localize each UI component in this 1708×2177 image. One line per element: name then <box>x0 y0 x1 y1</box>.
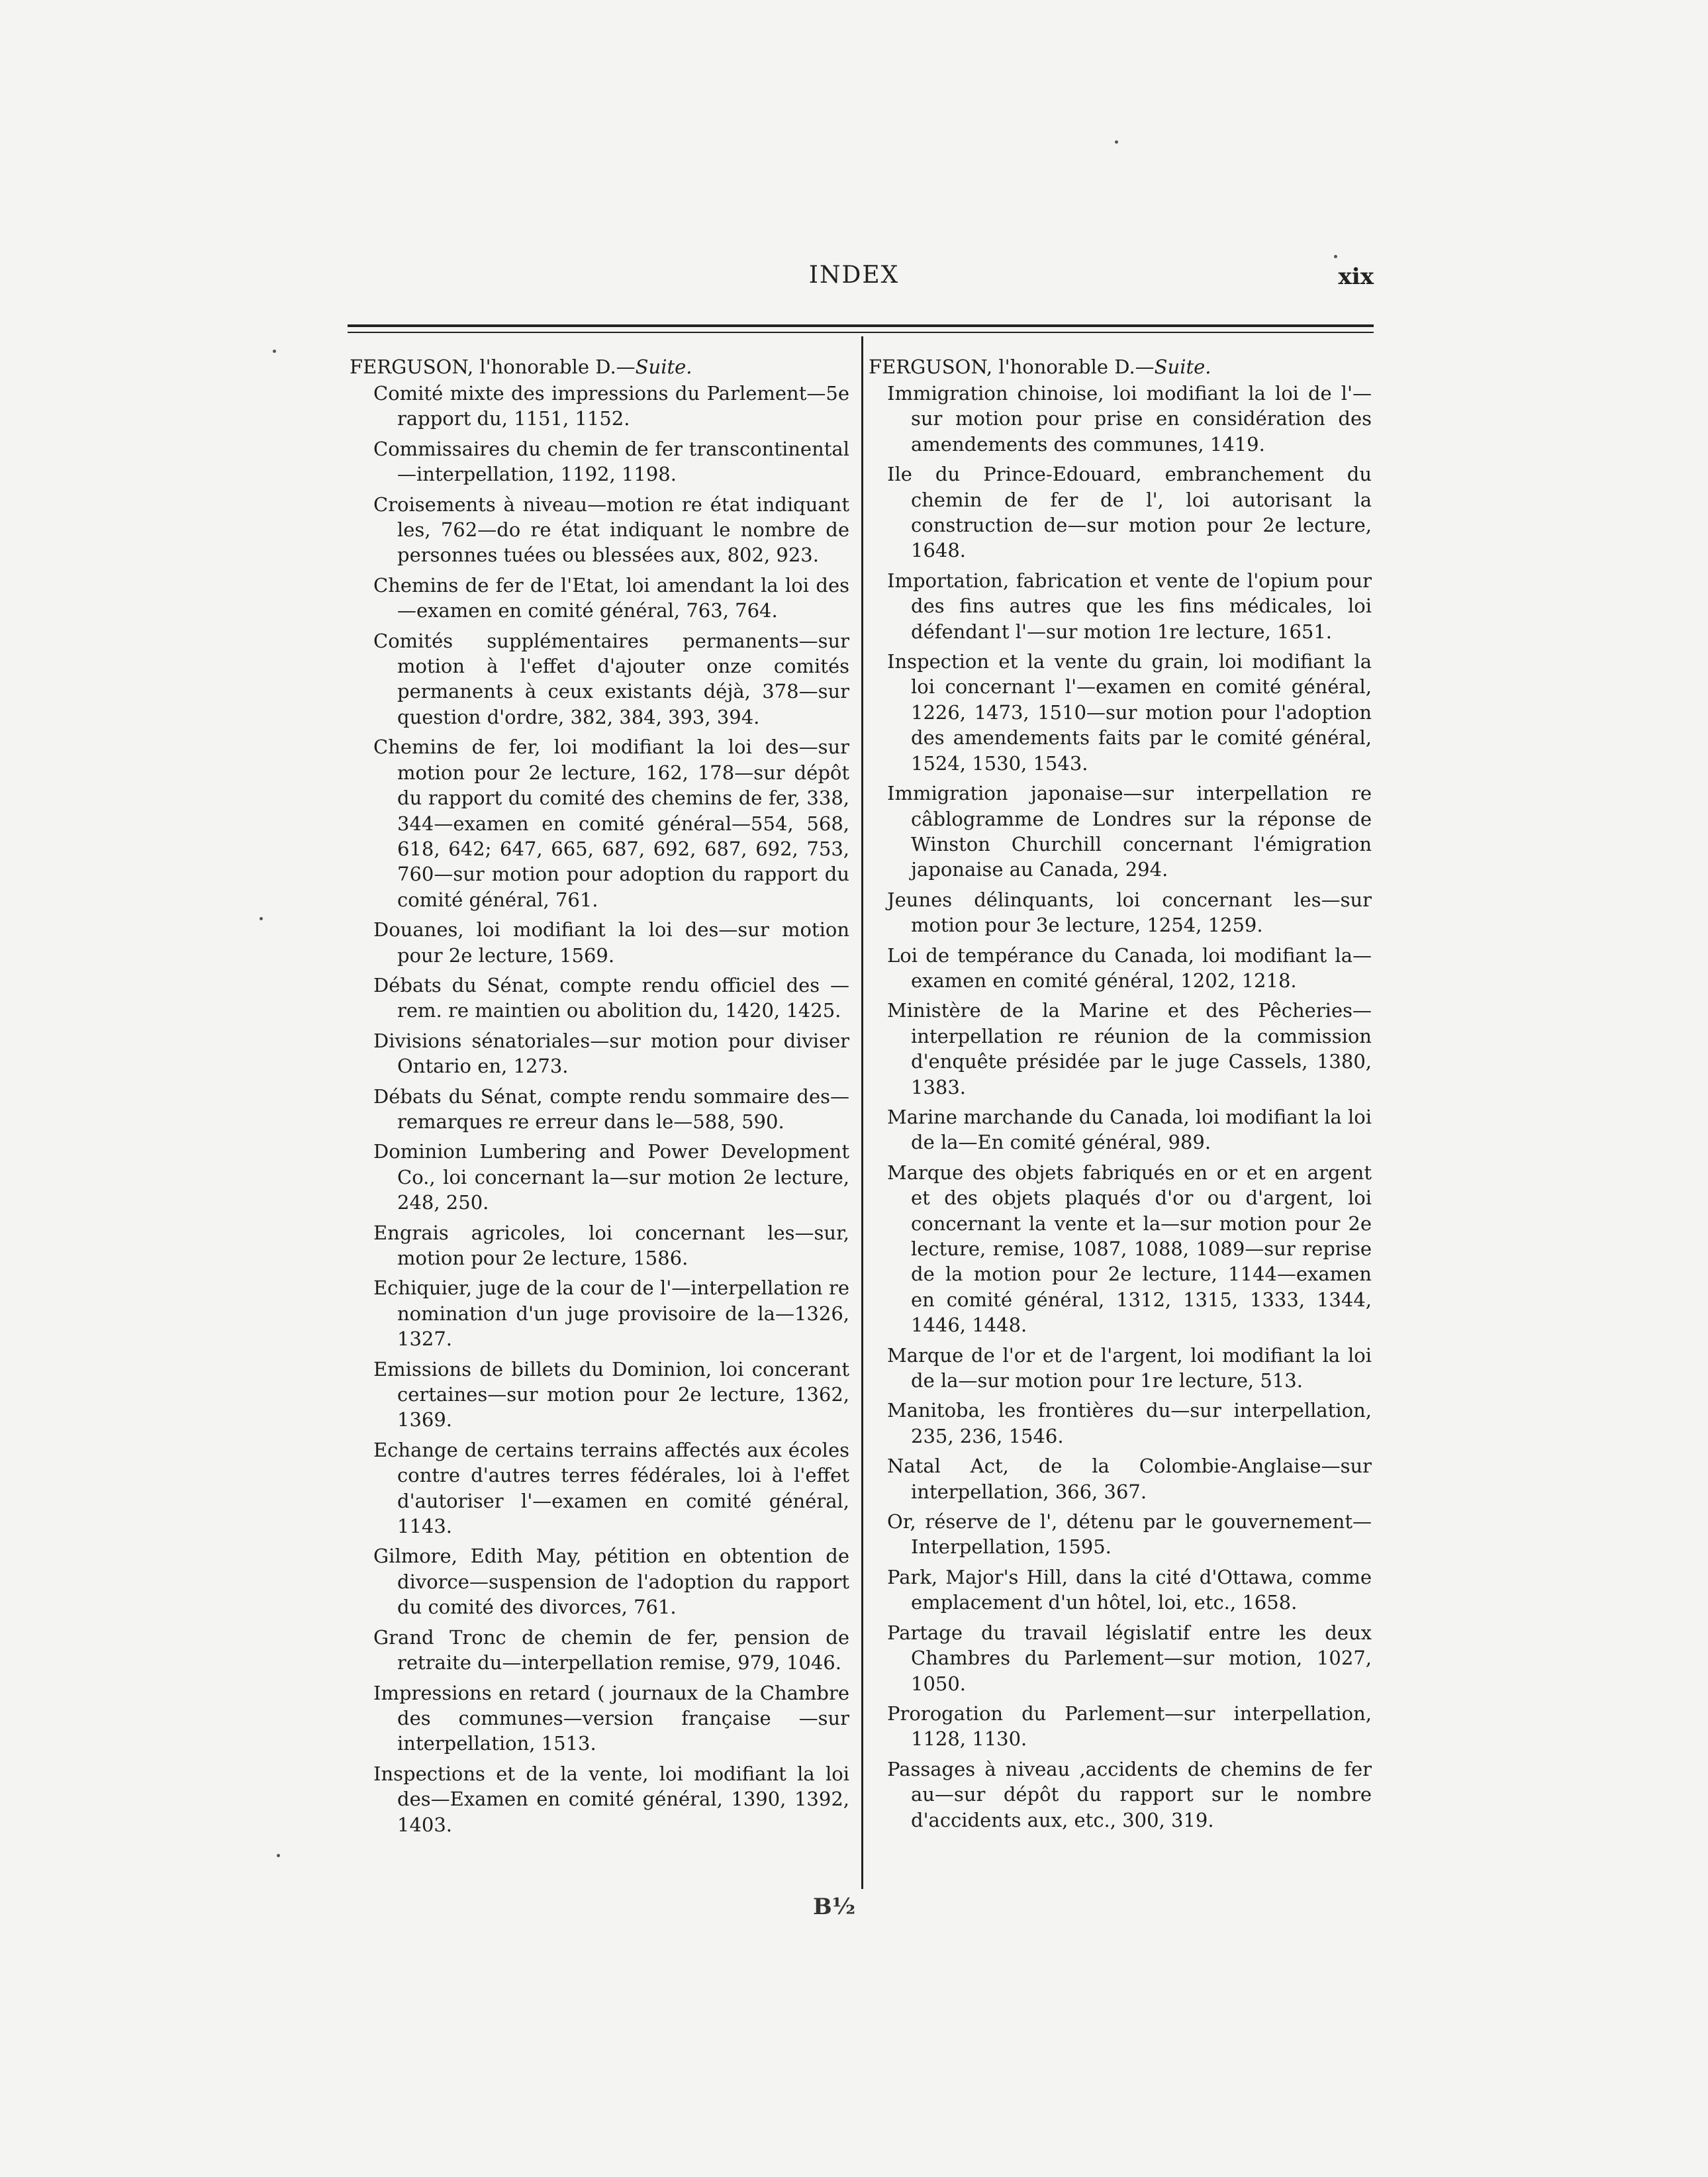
index-entry: Gilmore, Edith May, pétition en obtention de divorce—suspension de l'adoption du rapport du comité des divorces, 761. <box>373 1545 849 1619</box>
column-divider <box>861 336 863 1889</box>
index-entry: Immigration chinoise, loi modifiant la loi de l'—sur motion pour prise en considération des amendements des communes, 1419. <box>887 382 1372 456</box>
index-entry: Partage du travail législatif entre les deux Chambres du Parlement—sur motion, 1027, 1050. <box>887 1621 1372 1695</box>
page-number: xix <box>1338 264 1374 290</box>
paper-speck <box>277 1854 280 1857</box>
index-entry: Divisions sénatoriales—sur motion pour diviser Ontario en, 1273. <box>373 1029 849 1078</box>
left-column-heading <box>350 354 849 379</box>
index-entry: Impressions en retard ( journaux de la Chambre des communes—version française —sur interpellation, 1513. <box>373 1681 849 1755</box>
right-column-heading <box>869 354 1372 379</box>
index-entry: Loi de tempérance du Canada, loi modifiant la—examen en comité général, 1202, 1218. <box>887 943 1372 992</box>
left-column <box>350 354 849 1842</box>
index-entry: Marque de l'or et de l'argent, loi modifiant la loi de la—sur motion pour 1re lecture, 513. <box>887 1343 1372 1392</box>
index-entry: Grand Tronc de chemin de fer, pension de retraite du—interpellation remise, 979, 1046. <box>373 1625 849 1674</box>
paper-speck <box>260 917 263 920</box>
index-entry: Importation, fabrication et vente de l'opium pour des fins autres que les fins médicales, loi défendant l'—sur motion 1re lecture, 1651. <box>887 569 1372 643</box>
index-entry: Inspections et de la vente, loi modifiant la loi des—Examen en comité général, 1390, 1392, 1403. <box>373 1762 849 1836</box>
index-entry: Marine marchande du Canada, loi modifiant la loi de la—En comité général, 989. <box>887 1105 1372 1154</box>
paper-speck <box>273 350 276 353</box>
index-entry: Immigration japonaise—sur interpellation re câblogramme de Londres sur la réponse de Winston Churchill concernant l'émigration japonaise au Canada, 294. <box>887 782 1372 881</box>
page-title: INDEX <box>808 262 900 289</box>
index-entry: Passages à niveau ,accidents de chemins de fer au—sur dépôt du rapport sur le nombre d'accidents aux, etc., 300, 319. <box>887 1757 1372 1831</box>
index-entry: Natal Act, de la Colombie-Anglaise—sur interpellation, 366, 367. <box>887 1455 1372 1503</box>
index-entry: Douanes, loi modifiant la loi des—sur motion pour 2e lecture, 1569. <box>373 918 849 967</box>
header-rule-thin <box>348 332 1374 333</box>
index-entry: Prorogation du Parlement—sur interpellation, 1128, 1130. <box>887 1702 1372 1751</box>
index-entry: Comité mixte des impressions du Parlement—5e rapport du, 1151, 1152. <box>373 382 849 430</box>
index-entry: Chemins de fer de l'Etat, loi amendant la loi des—examen en comité général, 763, 764. <box>373 573 849 622</box>
right-entry-list <box>869 381 1372 1833</box>
index-entry: Chemins de fer, loi modifiant la loi des—sur motion pour 2e lecture, 162, 178—sur dépôt du rapport du comité des chemins de fer, 338, 344—examen en comité général—554, 568, 618, 642; 647, 665, 687, 692, 687, 692, 753, 760—sur motion pour adoption du rapport du comité général, 761. <box>373 736 849 911</box>
index-entry: Or, réserve de l', détenu par le gouvernement—Interpellation, 1595. <box>887 1510 1372 1559</box>
heading-name: FERGUSON, l'honorable D.— <box>350 356 636 378</box>
heading-name: FERGUSON, l'honorable D.— <box>869 356 1155 378</box>
paper-speck <box>1115 140 1118 144</box>
index-entry: Commissaires du chemin de fer transcontinental—interpellation, 1192, 1198. <box>373 437 849 486</box>
index-entry: Emissions de billets du Dominion, loi concerant certaines—sur motion pour 2e lecture, 1362, 1369. <box>373 1357 849 1431</box>
index-entry: Ile du Prince-Edouard, embranchement du chemin de fer de l', loi autorisant la construction de—sur motion pour 2e lecture, 1648. <box>887 463 1372 562</box>
index-entry: Ministère de la Marine et des Pêcheries—interpellation re réunion de la commission d'enquête présidée par le juge Cassels, 1380, 1383. <box>887 999 1372 1098</box>
paper-speck <box>1334 255 1337 258</box>
header-rule-thick <box>348 324 1374 327</box>
signature-mark: B½ <box>813 1894 856 1920</box>
index-entry: Park, Major's Hill, dans la cité d'Ottawa, comme emplacement d'un hôtel, loi, etc., 1658. <box>887 1565 1372 1614</box>
index-entry: Débats du Sénat, compte rendu officiel des —rem. re maintien ou abolition du, 1420, 1425. <box>373 973 849 1022</box>
index-entry: Comités supplémentaires permanents—sur motion à l'effet d'ajouter onze comités permanents à ceux existants déjà, 378—sur question d'ordre, 382, 384, 393, 394. <box>373 629 849 728</box>
index-entry: Manitoba, les frontières du—sur interpellation, 235, 236, 1546. <box>887 1399 1372 1447</box>
index-entry: Croisements à niveau—motion re état indiquant les, 762—do re état indiquant le nombre de personnes tuées ou blessées aux, 802, 923. <box>373 493 849 567</box>
heading-suite: Suite. <box>635 356 692 378</box>
index-entry: Echiquier, juge de la cour de l'—interpellation re nomination d'un juge provisoire de la—1326, 1327. <box>373 1277 849 1351</box>
index-entry: Dominion Lumbering and Power Development Co., loi concernant la—sur motion 2e lecture, 248, 250. <box>373 1140 849 1214</box>
index-entry: Echange de certains terrains affectés aux écoles contre d'autres terres fédérales, loi à l'effet d'autoriser l'—examen en comité général, 1143. <box>373 1438 849 1538</box>
right-column <box>869 354 1372 1837</box>
heading-suite: Suite. <box>1154 356 1211 378</box>
index-entry: Engrais agricoles, loi concernant les—sur, motion pour 2e lecture, 1586. <box>373 1221 849 1269</box>
index-entry: Débats du Sénat, compte rendu sommaire des—remarques re erreur dans le—588, 590. <box>373 1085 849 1133</box>
left-entry-list <box>350 381 849 1837</box>
index-entry: Jeunes délinquants, loi concernant les—sur motion pour 3e lecture, 1254, 1259. <box>887 888 1372 937</box>
index-entry: Marque des objets fabriqués en or et en argent et des objets plaqués d'or ou d'argent, loi concernant la vente et la—sur motion pour 2e lecture, remise, 1087, 1088, 1089—sur reprise de la motion pour 2e lecture, 1144—examen en comité général, 1312, 1315, 1333, 1344, 1446, 1448. <box>887 1161 1372 1337</box>
index-entry: Inspection et la vente du grain, loi modifiant la loi concernant l'—examen en comité général, 1226, 1473, 1510—sur motion pour l'adoption des amendements faits par le comité général, 1524, 1530, 1543. <box>887 650 1372 775</box>
